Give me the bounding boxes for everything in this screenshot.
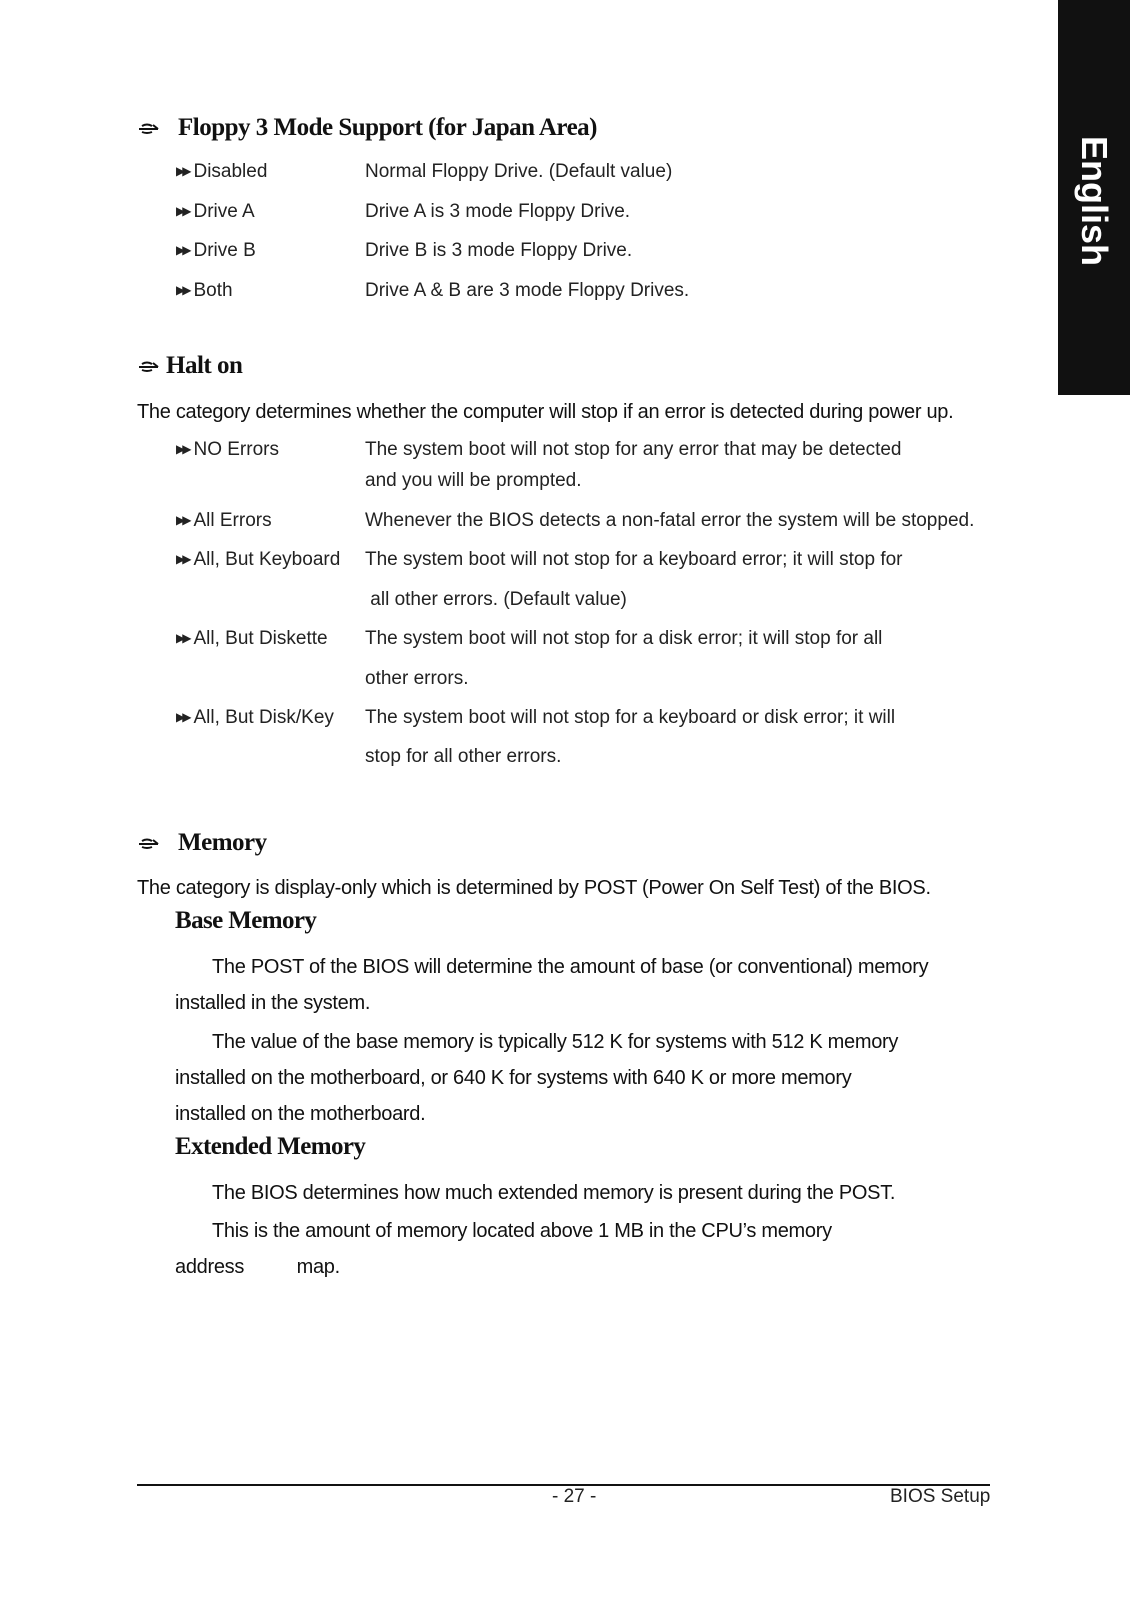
option-label: ▶▶ NO Errors [176,439,279,460]
double-arrow-icon: ▶▶ [176,442,189,456]
option-label: ▶▶ Both [176,280,233,301]
section-title: Floppy 3 Mode Support (for Japan Area) [178,114,598,141]
double-arrow-icon: ▶▶ [176,204,189,218]
option-label: ▶▶ All Errors [176,510,272,531]
subsection-heading-extended-memory: Extended Memory [175,1133,366,1160]
footer-title: BIOS Setup [890,1486,991,1507]
pointing-hand-icon [138,122,164,136]
section-title: Memory [178,829,267,856]
option-description: Drive B is 3 mode Floppy Drive. [365,240,633,261]
section-intro: The category determines whether the computer will stop if an error is detected during power up. [137,401,954,423]
option-label: ▶▶ Drive A [176,201,255,222]
double-arrow-icon: ▶▶ [176,710,189,724]
option-description: The system boot will not stop for a keyboard or disk error; it will [365,707,896,728]
section-heading-memory [138,829,267,857]
language-tab [1058,0,1130,395]
paragraph-line: The POST of the BIOS will determine the amount of base (or conventional) memory [212,956,929,978]
option-label: ▶▶ Drive B [176,240,256,261]
pointing-hand-icon [138,837,164,851]
paragraph-line: address map. [175,1256,340,1278]
double-arrow-icon: ▶▶ [176,552,189,566]
paragraph-line: installed on the motherboard. [175,1103,426,1125]
option-label: ▶▶ All, But Disk/Key [176,707,334,728]
paragraph-line: The BIOS determines how much extended memory is present during the POST. [212,1182,896,1204]
language-tab-label: English [1074,135,1115,266]
pointing-hand-icon [138,360,164,374]
section-intro: The category is display-only which is determined by POST (Power On Self Test) of the BIOS. [137,877,931,899]
paragraph-line: The value of the base memory is typically 512 K for systems with 512 K memory [212,1031,899,1053]
double-arrow-icon: ▶▶ [176,164,189,178]
option-description: Whenever the BIOS detects a non-fatal error the system will be stopped. [365,510,975,531]
double-arrow-icon: ▶▶ [176,513,189,527]
subsection-heading-base-memory: Base Memory [175,907,317,934]
double-arrow-icon: ▶▶ [176,631,189,645]
page-number: - 27 - [552,1486,597,1507]
option-description: all other errors. (Default value) [365,589,627,610]
option-label: ▶▶ All, But Keyboard [176,549,341,570]
option-description: The system boot will not stop for a disk error; it will stop for all [365,628,883,649]
option-description: and you will be prompted. [365,470,582,491]
double-arrow-icon: ▶▶ [176,243,189,257]
option-description: Drive A is 3 mode Floppy Drive. [365,201,631,222]
paragraph-line: installed in the system. [175,992,371,1014]
option-description: The system boot will not stop for a keyboard error; it will stop for [365,549,903,570]
option-description: The system boot will not stop for any error that may be detected [365,439,902,460]
section-heading-halt [138,352,242,380]
section-heading-floppy [138,114,597,142]
option-description: Normal Floppy Drive. (Default value) [365,161,673,182]
paragraph-line: This is the amount of memory located above 1 MB in the CPU’s memory [212,1220,832,1242]
option-description: Drive A & B are 3 mode Floppy Drives. [365,280,690,301]
option-label: ▶▶ All, But Diskette [176,628,328,649]
option-label: ▶▶ Disabled [176,161,268,182]
paragraph-line: installed on the motherboard, or 640 K for systems with 640 K or more memory [175,1067,852,1089]
option-description: other errors. [365,668,469,689]
double-arrow-icon: ▶▶ [176,283,189,297]
section-title: Halt on [166,352,243,379]
option-description: stop for all other errors. [365,746,562,767]
